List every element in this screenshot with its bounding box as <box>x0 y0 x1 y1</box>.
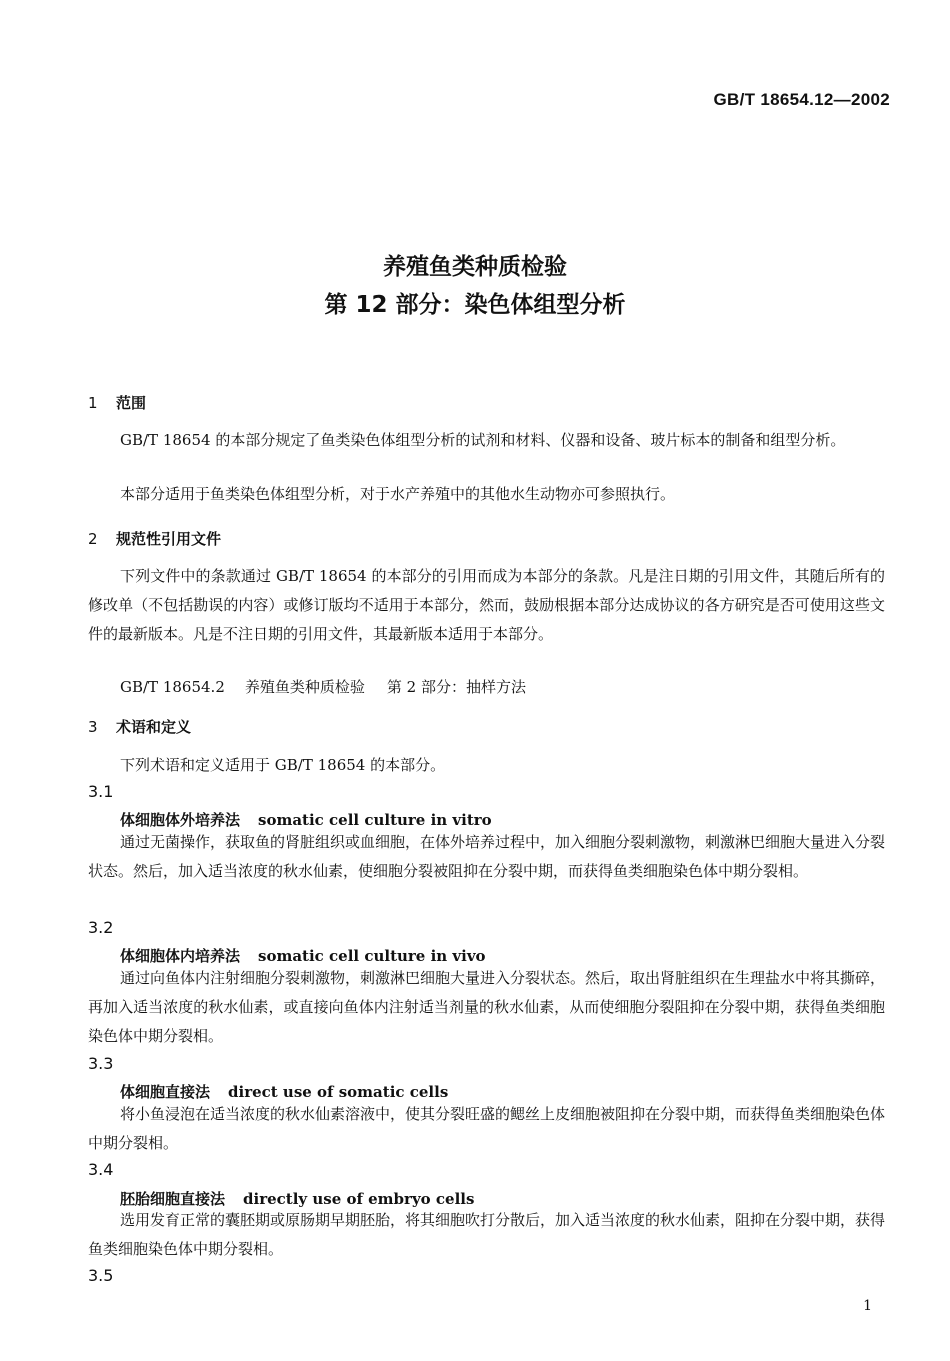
reference-name: 养殖鱼类种质检验 <box>244 678 365 696</box>
reference-code: GB/T 18654.2 <box>120 678 225 696</box>
clause-number: 3.4 <box>88 1160 114 1179</box>
reference-part: 第 2 部分：抽样方法 <box>386 678 526 696</box>
clause-number: 3.1 <box>88 782 114 801</box>
section-1-paragraph-1: GB/T 18654 的本部分规定了鱼类染色体组型分析的试剂和材料、仪器和设备、玻片标本的制备和组型分析。 <box>120 431 846 449</box>
term-definition: 选用发育正常的囊胚期或原肠期早期胚胎，将其细胞吹打分散后，加入适当浓度的秋水仙素，阻抑在分裂中期，获得鱼类细胞染色体中期分裂相。 <box>88 1211 886 1258</box>
term-en: somatic cell culture in vivo <box>258 947 486 965</box>
term-en: direct use of somatic cells <box>228 1083 449 1101</box>
document-title-line2: 第 12 部分：染色体组型分析 <box>324 292 626 318</box>
section-1-number: 1 <box>88 394 98 412</box>
standard-code: GB/T 18654.12—2002 <box>713 90 890 109</box>
term-definition: 通过无菌操作，获取鱼的肾脏组织或血细胞，在体外培养过程中，加入细胞分裂刺激物，刺激淋巴细胞大量进入分裂状态。然后，加入适当浓度的秋水仙素，使细胞分裂被阻抑在分裂中期，而获得鱼类细胞染色体中期分裂相。 <box>88 833 886 880</box>
term-definition: 通过向鱼体内注射细胞分裂刺激物，刺激淋巴细胞大量进入分裂状态。然后，取出肾脏组织在生理盐水中将其撕碎，再加入适当浓度的秋水仙素，或直接向鱼体内注射适当剂量的秋水仙素，从而使细胞分裂阻抑在分裂中期，获得鱼类细胞染色体中期分裂相。 <box>88 969 886 1045</box>
term-en: directly use of embryo cells <box>243 1190 475 1208</box>
section-2-number: 2 <box>88 530 98 548</box>
section-3-heading <box>88 716 191 737</box>
term-heading <box>120 1081 448 1102</box>
document-title-line1: 养殖鱼类种质检验 <box>383 254 567 280</box>
term-heading <box>120 809 492 830</box>
section-1-title: 范围 <box>116 394 147 412</box>
clause-number: 3.5 <box>88 1266 114 1285</box>
section-3-title: 术语和定义 <box>116 718 192 736</box>
section-2-title: 规范性引用文件 <box>116 530 222 548</box>
term-heading <box>120 945 486 966</box>
section-3-number: 3 <box>88 718 98 736</box>
section-1-heading <box>88 392 146 413</box>
section-3-intro: 下列术语和定义适用于 GB/T 18654 的本部分。 <box>120 756 446 774</box>
section-1-paragraph-2: 本部分适用于鱼类染色体组型分析，对于水产养殖中的其他水生动物亦可参照执行。 <box>120 485 676 503</box>
section-2-heading <box>88 528 221 549</box>
term-cn: 体细胞体内培养法 <box>120 947 241 965</box>
normative-reference <box>120 676 526 697</box>
term-en: somatic cell culture in vitro <box>258 811 492 829</box>
term-cn: 体细胞体外培养法 <box>120 811 241 829</box>
page-number: 1 <box>863 1298 872 1314</box>
term-definition: 将小鱼浸泡在适当浓度的秋水仙素溶液中，使其分裂旺盛的鳃丝上皮细胞被阻抑在分裂中期，而获得鱼类细胞染色体中期分裂相。 <box>88 1105 886 1152</box>
section-2-paragraph: 下列文件中的条款通过 GB/T 18654 的本部分的引用而成为本部分的条款。凡是注日期的引用文件，其随后所有的修改单（不包括勘误的内容）或修订版均不适用于本部分，然而，鼓励根据本部分达成协议的各方研究是否可使用这些文件的最新版本。凡是不注日期的引用文件，其最新版本适用于本部分。 <box>88 567 885 643</box>
clause-number: 3.3 <box>88 1054 114 1073</box>
clause-number: 3.2 <box>88 918 114 937</box>
term-cn: 胚胎细胞直接法 <box>120 1190 226 1208</box>
term-cn: 体细胞直接法 <box>120 1083 211 1101</box>
